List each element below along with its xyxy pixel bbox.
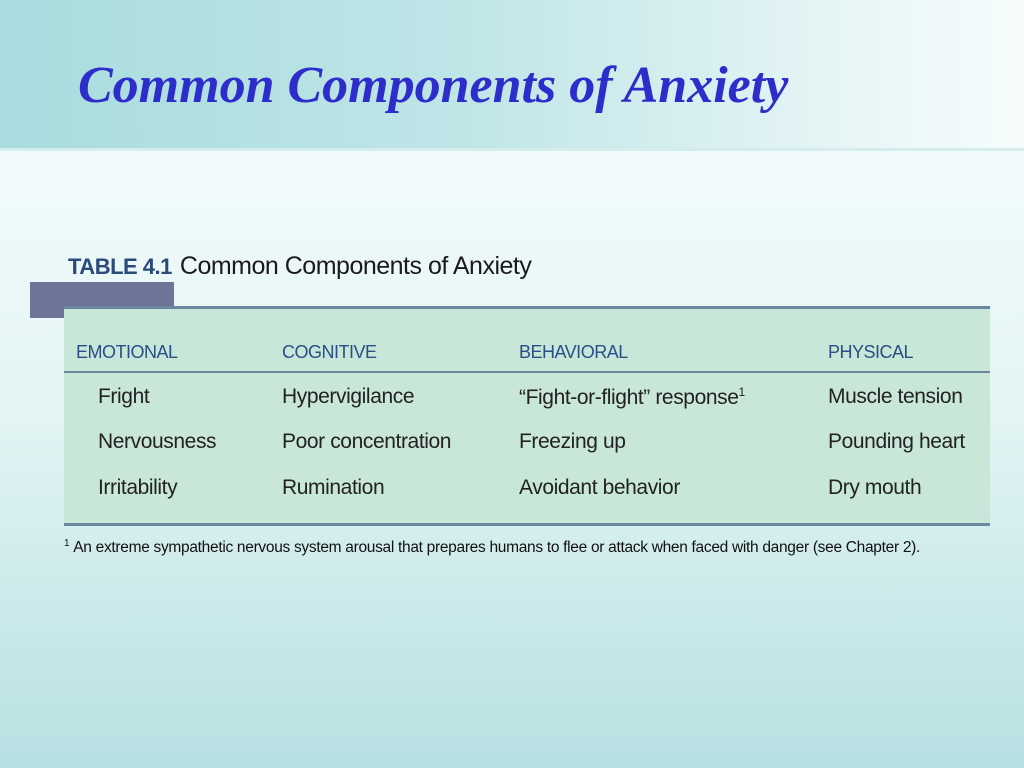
cell-behavioral-text: “Fight-or-flight” response: [519, 386, 739, 409]
cell-cognitive: Rumination: [282, 476, 385, 499]
table-number: TABLE 4.1: [68, 254, 172, 279]
cell-physical: Dry mouth: [828, 476, 922, 499]
cell-physical: Muscle tension: [828, 385, 963, 408]
cell-behavioral: Freezing up: [519, 430, 626, 453]
cell-emotional: Irritability: [98, 476, 178, 499]
cell-cognitive: Poor concentration: [282, 430, 452, 453]
column-header-cognitive: COGNITIVE: [282, 342, 377, 362]
slide-title: Common Components of Anxiety: [78, 57, 789, 114]
cell-behavioral: Avoidant behavior: [519, 476, 680, 499]
components-table: [64, 306, 990, 526]
cell-physical: Pounding heart: [828, 430, 965, 453]
cell-emotional: Nervousness: [98, 430, 217, 453]
table-figure: [30, 248, 992, 568]
table-header-row: [64, 309, 990, 373]
table-heading: Common Components of Anxiety: [179, 252, 532, 280]
table-footnote: [64, 538, 920, 557]
cell-emotional: Fright: [98, 385, 150, 408]
column-header-physical: PHYSICAL: [828, 342, 914, 362]
column-header-emotional: EMOTIONAL: [76, 342, 178, 362]
footnote-marker: 1: [64, 538, 70, 549]
cell-behavioral: [519, 385, 745, 410]
column-header-behavioral: BEHAVIORAL: [519, 342, 628, 362]
cell-cognitive: Hypervigilance: [282, 385, 415, 408]
footnote-text: An extreme sympathetic nervous system arousal that prepares humans to flee or attack when faced with danger (see Chapter 2).: [73, 539, 921, 557]
footnote-reference: 1: [738, 385, 745, 399]
table-caption: [68, 252, 531, 292]
